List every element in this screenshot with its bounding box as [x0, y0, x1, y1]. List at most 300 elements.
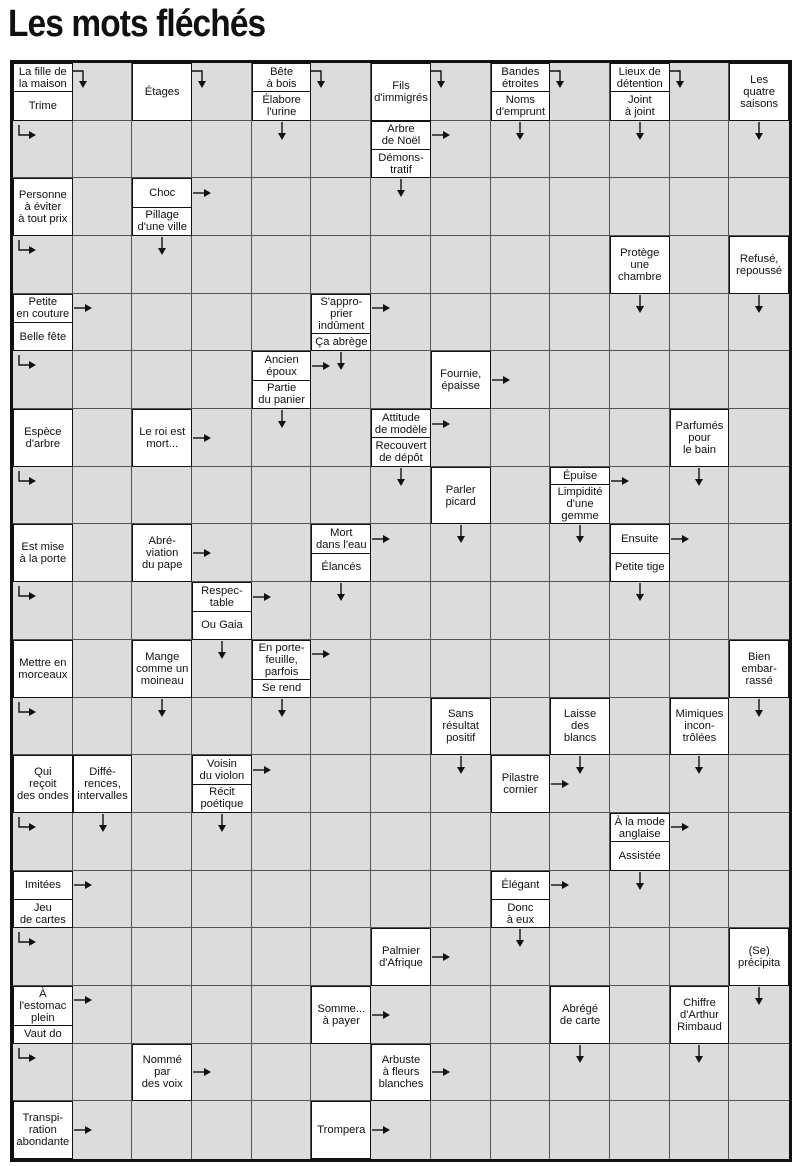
clue-text: Choc: [149, 187, 176, 200]
clue-cell: [13, 409, 73, 467]
letter-cell[interactable]: [311, 928, 371, 986]
letter-cell[interactable]: [311, 871, 371, 929]
letter-cell[interactable]: [610, 986, 670, 1044]
clue-text: Est mise à la porte: [19, 541, 67, 566]
letter-cell[interactable]: [431, 236, 491, 294]
letter-cell[interactable]: [550, 928, 610, 986]
letter-cell[interactable]: [132, 986, 192, 1044]
clue-text: Diffé- rences, intervalles: [77, 766, 128, 803]
clue-cell: [192, 582, 252, 640]
letter-cell[interactable]: [729, 871, 789, 929]
clue-text: Ensuite: [621, 533, 659, 546]
letter-cell[interactable]: [610, 871, 670, 929]
letter-cell[interactable]: [311, 813, 371, 871]
clue-text: Nommé par des voix: [141, 1054, 183, 1091]
clue-cell: [431, 467, 491, 525]
clue-text: Palmier d'Afrique: [379, 945, 423, 970]
letter-cell[interactable]: [192, 467, 252, 525]
letter-cell[interactable]: [132, 698, 192, 756]
letter-cell[interactable]: [371, 813, 431, 871]
clue-cell: [132, 63, 192, 121]
letter-cell[interactable]: [311, 236, 371, 294]
letter-cell[interactable]: [610, 178, 670, 236]
letter-cell[interactable]: [431, 928, 491, 986]
letter-cell[interactable]: [311, 63, 371, 121]
clue-text: Se rend: [253, 679, 311, 697]
letter-cell[interactable]: [311, 698, 371, 756]
letter-cell[interactable]: [610, 1044, 670, 1102]
letter-cell[interactable]: [252, 755, 312, 813]
clue-text: Le roi est mort...: [139, 425, 186, 450]
letter-cell[interactable]: [73, 928, 133, 986]
clue-text: Abrégé de carte: [559, 1002, 601, 1027]
letter-cell[interactable]: [311, 178, 371, 236]
clue-cell: [371, 121, 431, 179]
letter-cell[interactable]: [252, 871, 312, 929]
letter-cell[interactable]: [132, 236, 192, 294]
letter-cell[interactable]: [431, 1101, 491, 1159]
letter-cell[interactable]: [252, 236, 312, 294]
letter-cell[interactable]: [550, 755, 610, 813]
letter-cell[interactable]: [371, 236, 431, 294]
letter-cell[interactable]: [13, 1044, 73, 1102]
letter-cell[interactable]: [491, 351, 551, 409]
letter-cell[interactable]: [491, 1101, 551, 1159]
letter-cell[interactable]: [73, 640, 133, 698]
letter-cell[interactable]: [431, 121, 491, 179]
letter-cell[interactable]: [729, 524, 789, 582]
clue-cell: [670, 986, 730, 1044]
clue-cell: [491, 871, 551, 929]
letter-cell[interactable]: [192, 871, 252, 929]
clue-text: Élégant: [501, 879, 540, 892]
clue-text: Belle fête: [14, 322, 72, 350]
letter-cell[interactable]: [192, 63, 252, 121]
letter-cell[interactable]: [491, 640, 551, 698]
letter-cell[interactable]: [550, 582, 610, 640]
clue-text: Joint à joint: [611, 91, 669, 119]
letter-cell[interactable]: [192, 351, 252, 409]
letter-cell[interactable]: [610, 351, 670, 409]
letter-cell[interactable]: [431, 409, 491, 467]
clue-cell: [729, 928, 789, 986]
clue-cell: [311, 986, 371, 1044]
letter-cell[interactable]: [73, 871, 133, 929]
clue-cell: [311, 524, 371, 582]
letter-cell[interactable]: [252, 467, 312, 525]
clue-text: À la mode anglaise: [614, 815, 665, 840]
clue-text: Mort dans l'eau: [315, 527, 367, 552]
clue-cell: [491, 755, 551, 813]
letter-cell[interactable]: [371, 467, 431, 525]
clue-cell: [371, 928, 431, 986]
clue-cell: [252, 640, 312, 698]
clue-text: Trompera: [317, 1124, 366, 1137]
letter-cell[interactable]: [13, 813, 73, 871]
clue-text: Respec- table: [201, 584, 243, 609]
letter-cell[interactable]: [550, 871, 610, 929]
letter-cell[interactable]: [73, 524, 133, 582]
clue-cell: [132, 178, 192, 236]
letter-cell[interactable]: [670, 755, 730, 813]
letter-cell[interactable]: [431, 582, 491, 640]
letter-cell[interactable]: [431, 755, 491, 813]
letter-cell[interactable]: [610, 121, 670, 179]
letter-cell[interactable]: [491, 582, 551, 640]
clue-cell: [311, 294, 371, 352]
clue-text: Bien embar- rassé: [741, 650, 777, 687]
letter-cell[interactable]: [132, 294, 192, 352]
letter-cell[interactable]: [132, 582, 192, 640]
letter-cell[interactable]: [252, 409, 312, 467]
clue-text: Mange comme un moineau: [136, 650, 189, 687]
letter-cell[interactable]: [192, 986, 252, 1044]
page-title: Les mots fléchés: [8, 3, 266, 45]
clue-text: Trime: [14, 91, 72, 119]
clue-text: Abré- viation du pape: [141, 535, 183, 572]
crossword-grid: [10, 60, 792, 1162]
letter-cell[interactable]: [73, 178, 133, 236]
letter-cell[interactable]: [73, 582, 133, 640]
clue-text: Démons- tratif: [372, 149, 430, 177]
clue-text: En porte- feuille, parfois: [258, 641, 305, 678]
letter-cell[interactable]: [252, 928, 312, 986]
letter-cell[interactable]: [610, 640, 670, 698]
letter-cell[interactable]: [132, 1101, 192, 1159]
clue-cell: [371, 1044, 431, 1102]
clue-cell: [371, 409, 431, 467]
clue-cell: [431, 698, 491, 756]
clue-text: Arbuste à fleurs blanches: [378, 1054, 424, 1091]
letter-cell[interactable]: [670, 1101, 730, 1159]
clue-text: À l'estomac plein: [19, 987, 67, 1024]
clue-text: Bête à bois: [266, 65, 297, 90]
clue-text: Recouvert de dépôt: [372, 437, 430, 465]
letter-cell[interactable]: [431, 871, 491, 929]
letter-cell[interactable]: [73, 121, 133, 179]
letter-cell[interactable]: [670, 294, 730, 352]
letter-cell[interactable]: [73, 986, 133, 1044]
letter-cell[interactable]: [73, 1101, 133, 1159]
letter-cell[interactable]: [431, 1044, 491, 1102]
clue-cell: [13, 755, 73, 813]
letter-cell[interactable]: [491, 178, 551, 236]
letter-cell[interactable]: [73, 63, 133, 121]
letter-cell[interactable]: [729, 986, 789, 1044]
letter-cell[interactable]: [610, 582, 670, 640]
letter-cell[interactable]: [192, 640, 252, 698]
letter-cell[interactable]: [192, 409, 252, 467]
clue-cell: [550, 698, 610, 756]
clue-cell: [192, 755, 252, 813]
letter-cell[interactable]: [610, 1101, 670, 1159]
clue-text: Assistée: [611, 841, 669, 869]
letter-cell[interactable]: [670, 928, 730, 986]
letter-cell[interactable]: [610, 294, 670, 352]
letter-cell[interactable]: [550, 409, 610, 467]
letter-cell[interactable]: [491, 121, 551, 179]
letter-cell[interactable]: [670, 1044, 730, 1102]
clue-text: Ancien époux: [264, 354, 299, 379]
letter-cell[interactable]: [610, 928, 670, 986]
clue-text: Étages: [144, 85, 180, 98]
clue-text: Imitées: [24, 879, 61, 892]
letter-cell[interactable]: [192, 698, 252, 756]
letter-cell[interactable]: [311, 351, 371, 409]
clue-cell: [13, 178, 73, 236]
letter-cell[interactable]: [132, 871, 192, 929]
letter-cell[interactable]: [73, 409, 133, 467]
letter-cell[interactable]: [371, 871, 431, 929]
letter-cell[interactable]: [13, 928, 73, 986]
letter-cell[interactable]: [252, 986, 312, 1044]
letter-cell[interactable]: [729, 1044, 789, 1102]
clue-cell: [610, 813, 670, 871]
clue-cell: [13, 524, 73, 582]
clue-cell: [13, 640, 73, 698]
clue-text: Vaut do: [14, 1025, 72, 1043]
letter-cell[interactable]: [550, 178, 610, 236]
letter-cell[interactable]: [311, 409, 371, 467]
letter-cell[interactable]: [192, 294, 252, 352]
letter-cell[interactable]: [311, 582, 371, 640]
clue-cell: [13, 871, 73, 929]
clue-text: Fils d'immigrés: [374, 79, 428, 104]
letter-cell[interactable]: [491, 986, 551, 1044]
clue-cell: [132, 409, 192, 467]
clue-text: Pilastre cornier: [501, 772, 540, 797]
letter-cell[interactable]: [371, 294, 431, 352]
letter-cell[interactable]: [610, 409, 670, 467]
letter-cell[interactable]: [550, 524, 610, 582]
letter-cell[interactable]: [73, 467, 133, 525]
letter-cell[interactable]: [252, 524, 312, 582]
clue-text: Récit poétique: [193, 784, 251, 812]
letter-cell[interactable]: [13, 467, 73, 525]
clue-text: Transpi- ration abondante: [16, 1112, 70, 1149]
clue-text: Espèce d'arbre: [24, 425, 62, 450]
letter-cell[interactable]: [73, 236, 133, 294]
letter-cell[interactable]: [550, 351, 610, 409]
letter-cell[interactable]: [132, 467, 192, 525]
letter-cell[interactable]: [371, 582, 431, 640]
letter-cell[interactable]: [729, 755, 789, 813]
letter-cell[interactable]: [610, 698, 670, 756]
clue-cell: [610, 63, 670, 121]
letter-cell[interactable]: [13, 351, 73, 409]
letter-cell[interactable]: [132, 813, 192, 871]
letter-cell[interactable]: [311, 755, 371, 813]
letter-cell[interactable]: [729, 351, 789, 409]
letter-cell[interactable]: [13, 236, 73, 294]
letter-cell[interactable]: [670, 524, 730, 582]
letter-cell[interactable]: [670, 351, 730, 409]
clue-text: Petite en couture: [16, 296, 70, 321]
clue-text: Refusé, repoussé: [736, 252, 783, 277]
clue-text: Ça abrège: [312, 333, 370, 351]
clue-cell: [610, 524, 670, 582]
letter-cell[interactable]: [371, 986, 431, 1044]
letter-cell[interactable]: [729, 698, 789, 756]
letter-cell[interactable]: [550, 1044, 610, 1102]
clue-cell: [670, 698, 730, 756]
letter-cell[interactable]: [550, 640, 610, 698]
clue-text: Mettre en morceaux: [18, 656, 68, 681]
letter-cell[interactable]: [73, 294, 133, 352]
letter-cell[interactable]: [729, 294, 789, 352]
letter-cell[interactable]: [729, 1101, 789, 1159]
letter-cell[interactable]: [371, 698, 431, 756]
letter-cell[interactable]: [73, 813, 133, 871]
clue-cell: [73, 755, 133, 813]
clue-text: Fournie, épaisse: [440, 368, 482, 393]
letter-cell[interactable]: [491, 813, 551, 871]
letter-cell[interactable]: [252, 1044, 312, 1102]
letter-cell[interactable]: [311, 1044, 371, 1102]
letter-cell[interactable]: [311, 121, 371, 179]
letter-cell[interactable]: [729, 582, 789, 640]
letter-cell[interactable]: [729, 178, 789, 236]
clue-cell: [729, 63, 789, 121]
clue-cell: [610, 236, 670, 294]
letter-cell[interactable]: [192, 121, 252, 179]
letter-cell[interactable]: [192, 813, 252, 871]
clue-cell: [13, 294, 73, 352]
letter-cell[interactable]: [132, 351, 192, 409]
letter-cell[interactable]: [371, 755, 431, 813]
letter-cell[interactable]: [610, 467, 670, 525]
letter-cell[interactable]: [550, 1101, 610, 1159]
letter-cell[interactable]: [550, 813, 610, 871]
clue-cell: [13, 1101, 73, 1159]
letter-cell[interactable]: [371, 178, 431, 236]
letter-cell[interactable]: [311, 640, 371, 698]
letter-cell[interactable]: [371, 524, 431, 582]
letter-cell[interactable]: [431, 63, 491, 121]
clue-text: (Se) précipita: [737, 945, 781, 970]
letter-cell[interactable]: [670, 813, 730, 871]
letter-cell[interactable]: [491, 524, 551, 582]
clue-cell: [132, 1044, 192, 1102]
letter-cell[interactable]: [73, 351, 133, 409]
letter-cell[interactable]: [431, 986, 491, 1044]
letter-cell[interactable]: [13, 582, 73, 640]
letter-cell[interactable]: [431, 178, 491, 236]
letter-cell[interactable]: [13, 698, 73, 756]
clue-text: Limpidité d'une gemme: [551, 484, 609, 523]
letter-cell[interactable]: [73, 698, 133, 756]
letter-cell[interactable]: [252, 294, 312, 352]
clue-text: Laisse des blancs: [563, 708, 597, 745]
clue-cell: [252, 63, 312, 121]
letter-cell[interactable]: [491, 928, 551, 986]
letter-cell[interactable]: [670, 640, 730, 698]
letter-cell[interactable]: [550, 121, 610, 179]
letter-cell[interactable]: [670, 871, 730, 929]
clue-text: Chiffre d'Arthur Rimbaud: [677, 996, 722, 1033]
letter-cell[interactable]: [132, 755, 192, 813]
letter-cell[interactable]: [729, 467, 789, 525]
letter-cell[interactable]: [192, 1044, 252, 1102]
letter-cell[interactable]: [491, 467, 551, 525]
clue-text: La fille de la maison: [18, 65, 67, 90]
letter-cell[interactable]: [13, 121, 73, 179]
letter-cell[interactable]: [192, 1101, 252, 1159]
letter-cell[interactable]: [670, 467, 730, 525]
letter-cell[interactable]: [729, 409, 789, 467]
clue-text: Noms d'emprunt: [492, 91, 550, 119]
clue-text: Attitude de modèle: [374, 411, 428, 436]
clue-text: Épuise: [562, 470, 598, 483]
letter-cell[interactable]: [371, 1101, 431, 1159]
letter-cell[interactable]: [729, 813, 789, 871]
letter-cell[interactable]: [252, 1101, 312, 1159]
clue-text: Sans résultat positif: [442, 708, 480, 745]
clue-text: Qui reçoit des ondes: [17, 766, 69, 803]
letter-cell[interactable]: [610, 755, 670, 813]
letter-cell[interactable]: [132, 121, 192, 179]
clue-cell: [729, 236, 789, 294]
letter-cell[interactable]: [670, 63, 730, 121]
letter-cell[interactable]: [311, 467, 371, 525]
letter-cell[interactable]: [550, 236, 610, 294]
letter-cell[interactable]: [491, 236, 551, 294]
clue-text: Lieux de détention: [616, 65, 663, 90]
letter-cell[interactable]: [491, 698, 551, 756]
letter-cell[interactable]: [252, 813, 312, 871]
letter-cell[interactable]: [371, 640, 431, 698]
clue-text: Petite tige: [611, 553, 669, 581]
letter-cell[interactable]: [491, 409, 551, 467]
letter-cell[interactable]: [192, 928, 252, 986]
letter-cell[interactable]: [550, 294, 610, 352]
letter-cell[interactable]: [192, 524, 252, 582]
letter-cell[interactable]: [252, 178, 312, 236]
letter-cell[interactable]: [73, 1044, 133, 1102]
letter-cell[interactable]: [132, 928, 192, 986]
letter-cell[interactable]: [670, 121, 730, 179]
letter-cell[interactable]: [192, 236, 252, 294]
letter-cell[interactable]: [431, 640, 491, 698]
clue-cell: [491, 63, 551, 121]
letter-cell[interactable]: [670, 582, 730, 640]
letter-cell[interactable]: [550, 63, 610, 121]
clue-cell: [311, 1101, 371, 1159]
letter-cell[interactable]: [252, 582, 312, 640]
letter-cell[interactable]: [192, 178, 252, 236]
letter-cell[interactable]: [371, 351, 431, 409]
letter-cell[interactable]: [491, 294, 551, 352]
letter-cell[interactable]: [431, 524, 491, 582]
clue-text: Ou Gaia: [193, 611, 251, 639]
letter-cell[interactable]: [431, 294, 491, 352]
clue-cell: [431, 351, 491, 409]
letter-cell[interactable]: [729, 121, 789, 179]
clue-cell: [550, 467, 610, 525]
clue-text: Bandes étroites: [501, 65, 540, 90]
letter-cell[interactable]: [431, 813, 491, 871]
clue-cell: [729, 640, 789, 698]
letter-cell[interactable]: [491, 1044, 551, 1102]
letter-cell[interactable]: [670, 178, 730, 236]
clue-text: Parler picard: [445, 483, 476, 508]
letter-cell[interactable]: [252, 121, 312, 179]
letter-cell[interactable]: [670, 236, 730, 294]
clue-text: Donc à eux: [492, 899, 550, 927]
letter-cell[interactable]: [252, 698, 312, 756]
clue-text: Élabore l'urine: [253, 91, 311, 119]
clue-cell: [550, 986, 610, 1044]
